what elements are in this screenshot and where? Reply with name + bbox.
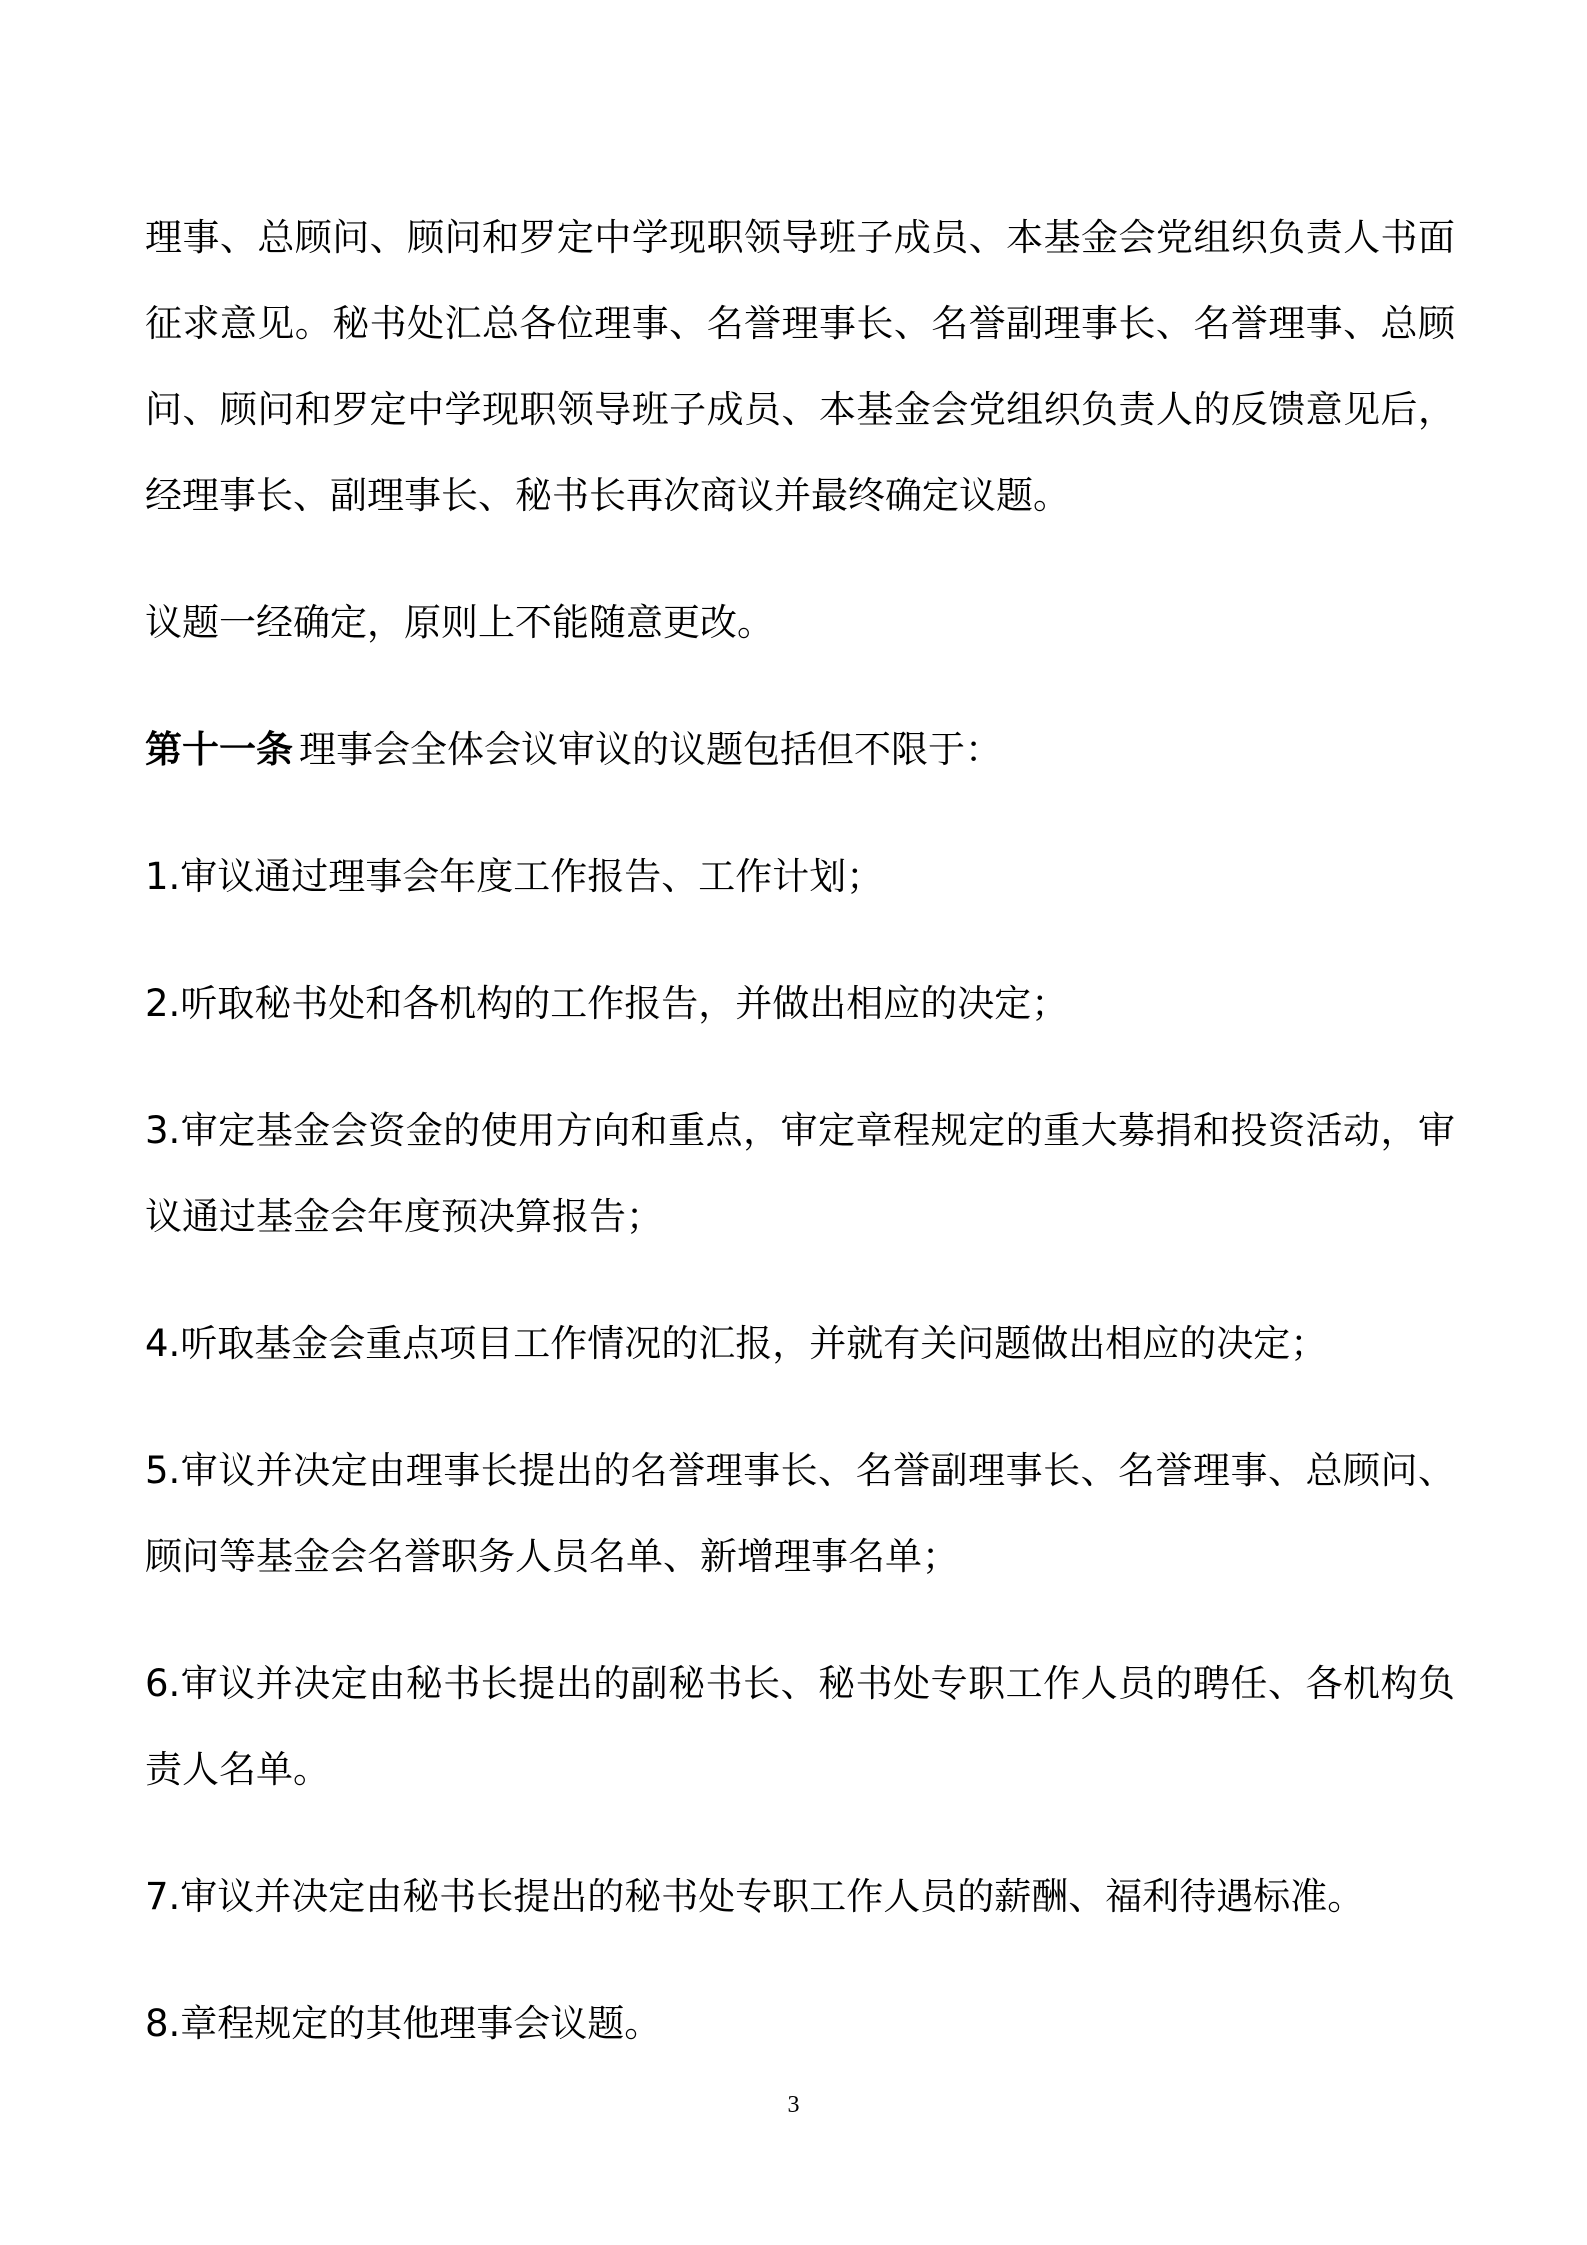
list-item: 2.听取秘书处和各机构的工作报告，并做出相应的决定； <box>145 982 1069 1025</box>
article-text: 理事会全体会议审议的议题包括但不限于： <box>299 728 1002 771</box>
article-heading: 第十一条 <box>145 728 293 771</box>
list-item: 6.审议并决定由秘书长提出的副秘书长、秘书处专职工作人员的聘任、各机构负责人名单。 <box>145 1662 1455 1791</box>
list-item: 1.审议通过理事会年度工作报告、工作计划； <box>145 855 884 898</box>
paragraph: 理事、总顾问、顾问和罗定中学现职领导班子成员、本基金会党组织负责人书面征求意见。秘书处汇总各位理事、名誉理事长、名誉副理事长、名誉理事、总顾问、顾问和罗定中学现职领导班子成员、本基金会党组织负责人的反馈意见后，经理事长、副理事长、秘书长再次商议并最终确定议题。 <box>145 216 1455 517</box>
list-item: 5.审议并决定由理事长提出的名誉理事长、名誉副理事长、名誉理事、总顾问、顾问等基金会名誉职务人员名单、新增理事名单； <box>145 1449 1455 1578</box>
paragraph: 议题一经确定，原则上不能随意更改。 <box>145 601 774 644</box>
list-item: 4.听取基金会重点项目工作情况的汇报，并就有关问题做出相应的决定； <box>145 1322 1328 1365</box>
article-paragraph <box>145 707 1455 793</box>
document-body <box>145 195 1455 2067</box>
list-item: 7.审议并决定由秘书长提出的秘书处专职工作人员的薪酬、福利待遇标准。 <box>145 1875 1365 1918</box>
page-number: 3 <box>787 2092 800 2118</box>
list-item: 8.章程规定的其他理事会议题。 <box>145 2002 662 2045</box>
list-item: 3.审定基金会资金的使用方向和重点，审定章程规定的重大募捐和投资活动，审议通过基金会年度预决算报告； <box>145 1109 1455 1238</box>
